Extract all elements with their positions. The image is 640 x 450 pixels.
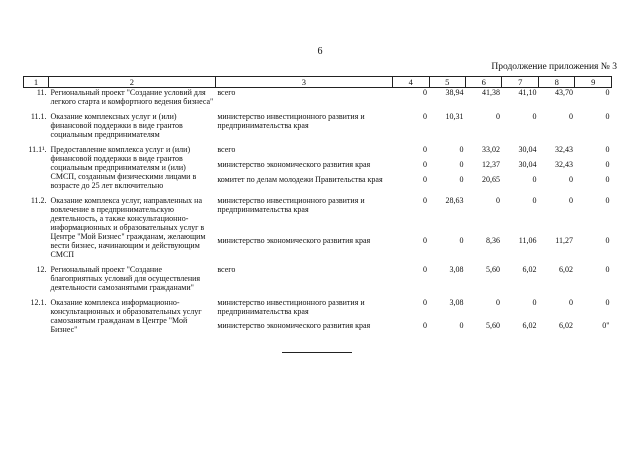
amount-cell: 0 [605,298,610,307]
column-header: 7 [502,77,538,88]
column-header: 4 [393,77,429,88]
amount-cell: 0 [532,175,537,184]
row-number: 11.1¹. [28,145,47,154]
amount-cell: 0 [605,265,610,274]
amount-cell: 0 [532,298,537,307]
amount-cell: 0 [459,236,464,246]
amount-cell: 0 [532,112,537,121]
amount-cell: 33,02 [481,145,500,154]
amount-cell: 6,02 [522,265,537,274]
amount-cell: 0 [423,298,428,307]
amount-cell: 0 [423,175,428,184]
column-header: 6 [466,77,502,88]
amount-cell: 38,94 [445,88,464,97]
executor-name: комитет по делам молодежи Правительства края [217,175,383,184]
amount-cell: 41,10 [518,88,537,97]
amount-cell: 0 [605,196,610,205]
executor-name: всего [217,265,236,274]
amount-cell: 0 [568,196,573,205]
table-row [24,298,612,321]
amount-cell: 0 [459,160,464,169]
table-header-row [24,77,612,88]
executor-name: министерство экономического развития края [217,160,371,169]
amount-cell: 32,43 [554,145,573,154]
measure-name: Оказание комплекса информационно-консультационных и образовательных услуг самозанятым гражданам в Центре "Мой Бизнес" [50,298,202,334]
amount-cell: 12,37 [481,160,500,169]
amount-cell: 0 [605,88,610,97]
amount-cell: 0 [423,145,428,154]
amount-cell: 10,31 [445,112,464,121]
table-row [24,196,612,236]
measure-name: Региональный проект "Создание благоприятных условий для осуществления деятельности самозанятыми гражданами" [50,265,201,292]
amount-cell: 0 [459,175,464,184]
executor-name: всего [217,88,236,97]
measure-name: Предоставление комплекса услуг и (или) финансовой поддержки в виде грантов социальным предпринимателям и (или) СМСП, созданным физическими лицами в возрасте до 25 лет включительно [50,145,197,190]
amount-cell: 0 [568,298,573,307]
amount-cell: 0 [495,298,500,307]
executor-name: министерство инвестиционного развития и предпринимательства края [217,112,365,130]
budget-table [23,76,612,334]
amount-cell: 0 [423,112,428,121]
amount-cell: 30,04 [518,160,537,169]
amount-cell: 0 [423,196,428,205]
appendix-label: Продолжение приложения № 3 [491,62,617,72]
column-header: 9 [575,77,612,88]
column-header: 2 [49,77,216,88]
column-header: 1 [24,77,49,88]
column-header: 5 [429,77,465,88]
amount-cell: 0 [568,175,573,184]
row-number: 12.1. [30,298,47,307]
bottom-separator-line [282,352,352,353]
amount-cell: 0 [532,196,537,205]
measure-name: Оказание комплексных услуг и (или) финансовой поддержки в виде грантов социальным предпринимателям [50,112,183,139]
amount-cell: 0 [605,236,610,246]
measure-name: Региональный проект "Создание условий для легкого старта и комфортного ведения бизнеса" [50,88,214,106]
amount-cell: 3,08 [449,265,464,274]
amount-cell: 28,63 [445,196,464,205]
row-number: 11.1. [30,112,47,121]
amount-cell: 11,06 [518,236,537,246]
column-header: 8 [538,77,574,88]
amount-cell: 5,60 [485,320,500,330]
amount-cell: 41,38 [481,88,500,97]
amount-cell: 0 [568,112,573,121]
executor-name: министерство экономического развития края [217,320,371,330]
executor-name: министерство экономического развития края [217,236,371,246]
amount-cell: 11,27 [555,236,573,246]
amount-cell: 0 [423,160,428,169]
table-row [24,145,612,160]
amount-cell: 6,02 [558,320,573,330]
amount-cell: 30,04 [518,145,537,154]
amount-cell: 3,08 [449,298,464,307]
amount-cell: 20,65 [481,175,500,184]
executor-name: министерство инвестиционного развития и предпринимательства края [217,298,365,316]
page-number: 6 [317,46,323,57]
amount-cell: 0 [459,320,464,330]
amount-cell: 0 [423,88,428,97]
executor-name: министерство инвестиционного развития и предпринимательства края [217,196,365,214]
amount-cell: 0 [423,320,428,330]
row-number: 11. [36,88,47,97]
column-header: 3 [215,77,392,88]
amount-cell: 0 [495,112,500,121]
table-row [24,88,612,107]
table-row [24,112,612,139]
executor-name: всего [217,145,236,154]
amount-cell: 0 [605,160,610,169]
amount-cell: 6,02 [558,265,573,274]
amount-cell: 0 [495,196,500,205]
amount-cell: 0" [602,320,610,330]
row-number: 11.2. [30,196,47,205]
table-row [24,265,612,292]
amount-cell: 0 [423,236,428,246]
amount-cell: 5,60 [485,265,500,274]
amount-cell: 0 [423,265,428,274]
amount-cell: 0 [459,145,464,154]
amount-cell: 0 [605,175,610,184]
amount-cell: 8,36 [485,236,500,246]
amount-cell: 32,43 [554,160,573,169]
amount-cell: 6,02 [522,320,537,330]
amount-cell: 0 [605,112,610,121]
measure-name: Оказание комплекса услуг, направленных на вовлечение в предпринимательскую деятельность, а также консультационно-информационных и образовательных услуг в Центре "Мой Бизнес" гражданам, желающим вести бизнес, начинающим и действующим СМСП [50,196,206,259]
amount-cell: 43,70 [554,88,573,97]
row-number: 12. [36,265,47,274]
amount-cell: 0 [605,145,610,154]
